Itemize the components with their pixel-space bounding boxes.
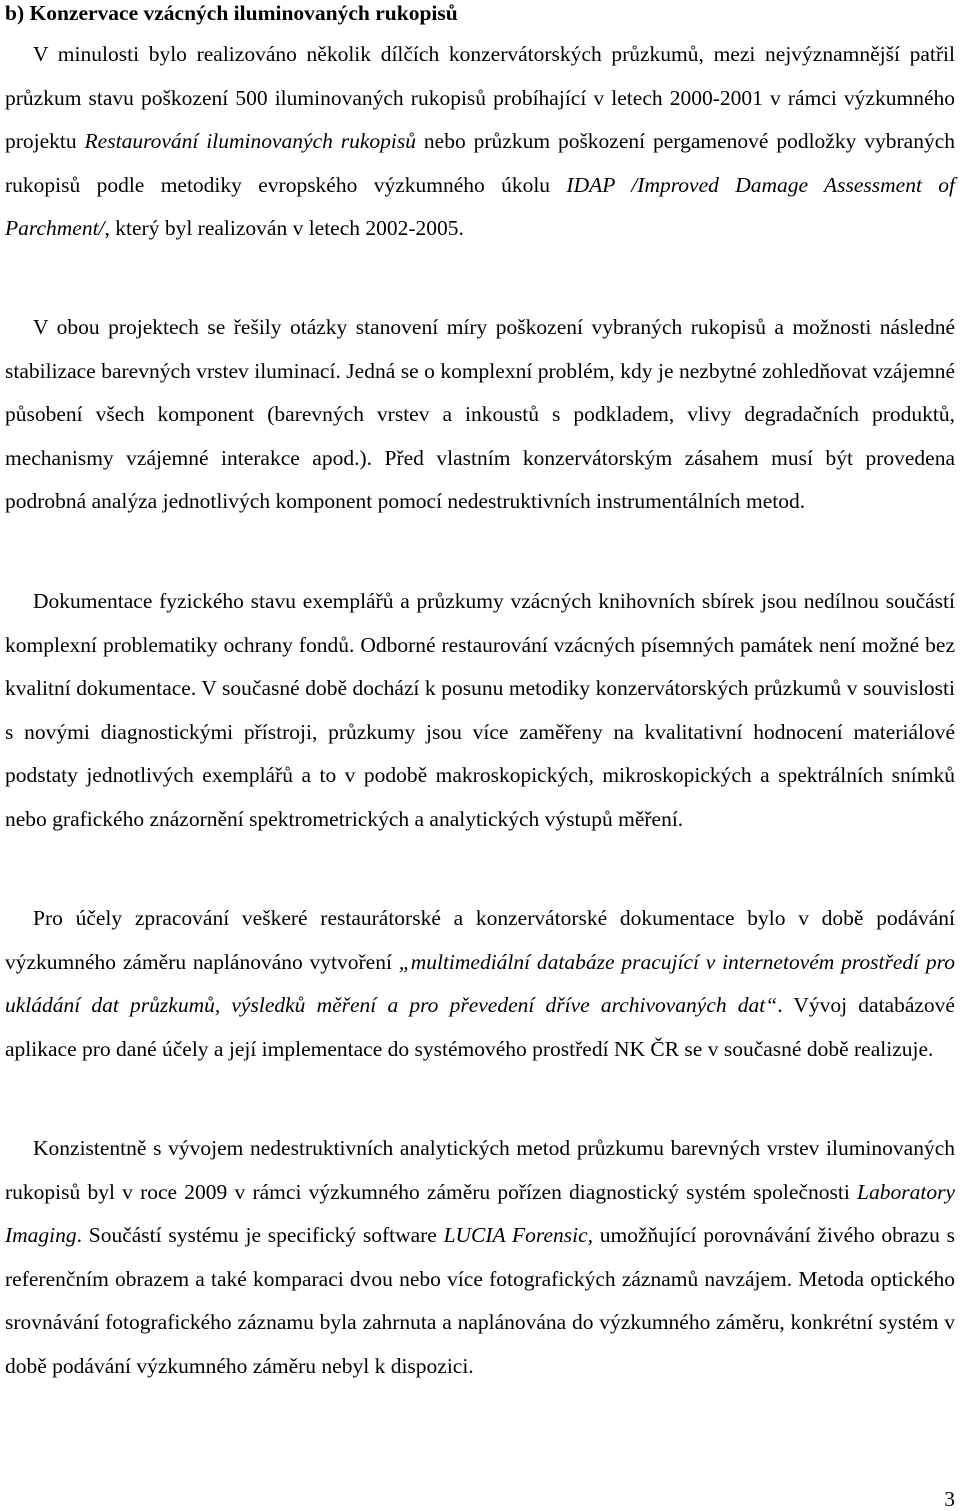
company-name-italic: Laboratory Imaging bbox=[5, 1179, 955, 1248]
paragraph-4-text-1: Pro účely zpracování veškeré restaurátorské a konzervátorské dokumentace bylo v době podávání výzkumného záměru naplánováno vytvoření bbox=[5, 906, 955, 974]
paragraph-5-text-2: . Součástí systému je specifický software bbox=[76, 1223, 444, 1248]
paragraph-2 bbox=[5, 306, 955, 524]
database-quote-italic: „multimediální databáze pracující v internetovém prostředí pro ukládání dat průzkumů, výsledků měření a pro převedení dříve archivovaných dat“ bbox=[5, 949, 955, 1018]
paragraph-3 bbox=[5, 580, 955, 842]
paragraph-1-text-2: nebo průzkum poškození pergamenové podložky vybraných rukopisů podle metodiky evropského výzkumného úkolu bbox=[5, 129, 955, 197]
page-number: 3 bbox=[944, 1487, 955, 1511]
paragraph-5-text-3: umožňující porovnávání živého obrazu s referenčním obrazem a také komparaci dvou nebo více fotografických záznamů navzájem. Metoda optického srovnávání fotografického záznamu byla zahrnuta a naplánována do výzkumného záměru, konkrétní systém v době podávání výzkumného záměru nebyl k dispozici. bbox=[5, 1223, 955, 1378]
paragraph-4 bbox=[5, 897, 955, 1071]
paragraph-5 bbox=[5, 1127, 955, 1389]
paragraph-4-text-2: . Vývoj databázové aplikace pro dané účely a její implementace do systémového prostředí NK ČR se v současné době realizuje. bbox=[5, 993, 955, 1061]
section-heading: b) Konzervace vzácných iluminovaných rukopisů bbox=[5, 1, 458, 25]
software-name-italic: LUCIA Forensic, bbox=[443, 1223, 594, 1248]
paragraph-5-text-1: Konzistentně s vývojem nedestruktivních analytických metod průzkumu barevných vrstev iluminovaných rukopisů byl v roce 2009 v rámci výzkumného záměru pořízen diagnostický systém společnosti bbox=[5, 1136, 955, 1204]
idap-title-italic: IDAP /Improved Damage Assessment of Parchment/ bbox=[5, 172, 956, 241]
paragraph-1 bbox=[5, 33, 955, 251]
paragraph-1-text-3: , který byl realizován v letech 2002-2005. bbox=[104, 216, 464, 241]
project-title-italic: Restaurování iluminovaných rukopisů bbox=[84, 129, 417, 154]
paragraph-3-text: Dokumentace fyzického stavu exemplářů a průzkumy vzácných knihovních sbírek jsou nedílnou součástí komplexní problematiky ochrany fondů. Odborné restaurování vzácných písemných památek není možné bez kvalitní dokumentace. V současné době dochází k posunu metodiky konzervátorských průzkumů v souvislosti s novými diagnostickými přístroji, průzkumy jsou více zaměřeny na kvalitativní hodnocení materiálové podstaty jednotlivých exemplářů a to v podobě makroskopických, mikroskopických a spektrálních snímků nebo grafického znázornění spektrometrických a analytických výstupů měření. bbox=[5, 589, 955, 831]
paragraph-2-text: V obou projektech se řešily otázky stanovení míry poškození vybraných rukopisů a možnosti následné stabilizace barevných vrstev iluminací. Jedná se o komplexní problém, kdy je nezbytné zohledňovat vzájemné působení všech komponent (barevných vrstev a inkoustů s podkladem, vlivy degradačních produktů, mechanismy vzájemné interakce apod.). Před vlastním konzervátorským zásahem musí být provedena podrobná analýza jednotlivých komponent pomocí nedestruktivních instrumentálních metod. bbox=[5, 315, 955, 514]
paragraph-1-text-1: V minulosti bylo realizováno několik dílčích konzervátorských průzkumů, mezi nejvýznamnější patřil průzkum stavu poškození 500 iluminovaných rukopisů probíhající v letech 2000-2001 v rámci výzkumného projektu bbox=[5, 42, 955, 154]
